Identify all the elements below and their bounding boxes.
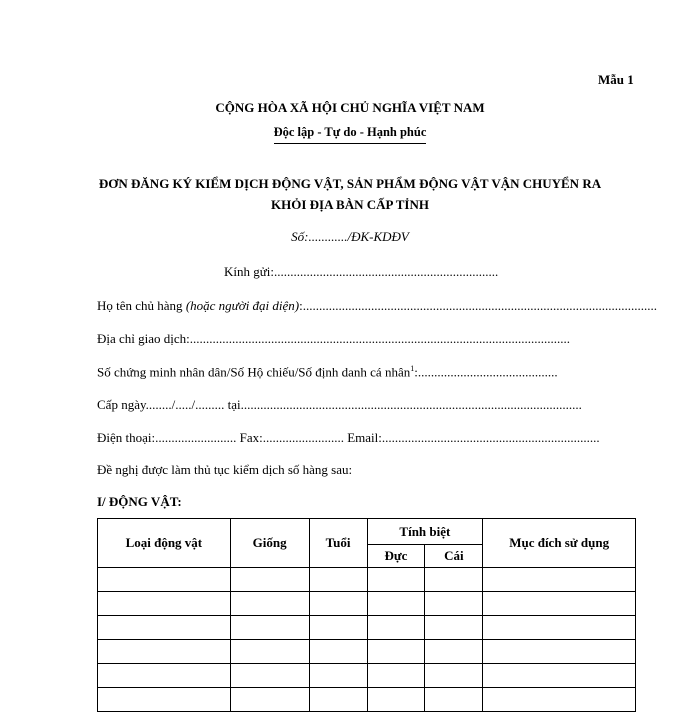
- col-age: Tuổi: [309, 519, 367, 568]
- form-number: Mẫu 1: [598, 72, 634, 87]
- nation-heading: CỘNG HÒA XÃ HỘI CHỦ NGHĨA VIỆT NAM: [215, 100, 485, 115]
- address-line: Địa chỉ giao dịch:.....................................................................................................................: [97, 331, 571, 346]
- table-cell[interactable]: [425, 616, 483, 640]
- issued-date-line: Cấp ngày......../...../......... tại.........................................................................................................: [97, 397, 582, 412]
- table-cell[interactable]: [230, 568, 309, 592]
- document-number: Số:............/ĐK-KDĐV: [291, 229, 409, 244]
- col-breed: Giống: [230, 519, 309, 568]
- table-cell[interactable]: [98, 592, 231, 616]
- motto-container: [0, 123, 700, 144]
- table-cell[interactable]: [230, 640, 309, 664]
- table-cell[interactable]: [483, 568, 636, 592]
- request-line: Đề nghị được làm thủ tục kiểm dịch số hàng sau:: [97, 462, 353, 477]
- table-cell[interactable]: [309, 640, 367, 664]
- table-cell[interactable]: [425, 640, 483, 664]
- animals-table: [97, 518, 636, 712]
- table-row: [98, 568, 636, 592]
- recipient-line: Kính gửi:.....................................................................: [224, 264, 499, 279]
- table-cell[interactable]: [367, 592, 425, 616]
- table-cell[interactable]: [98, 568, 231, 592]
- table-cell[interactable]: [367, 616, 425, 640]
- id-number-dots: :...........................................: [414, 364, 558, 380]
- owner-name-dots: :.............................................................................................................: [299, 298, 657, 313]
- table-cell[interactable]: [98, 616, 231, 640]
- table-cell[interactable]: [309, 616, 367, 640]
- table-cell[interactable]: [483, 592, 636, 616]
- id-number-label: Số chứng minh nhân dân/Số Hộ chiếu/Số định danh cá nhân: [97, 364, 411, 380]
- col-male: Đực: [367, 545, 425, 568]
- owner-name-label: Họ tên chủ hàng: [97, 298, 186, 313]
- owner-name-line: [97, 298, 657, 314]
- table-row: [98, 640, 636, 664]
- contact-line: Điện thoại:......................... Fax:......................... Email:...................................................................: [97, 430, 600, 445]
- id-number-line: [97, 364, 558, 380]
- table-cell[interactable]: [98, 664, 231, 688]
- col-female: Cái: [425, 545, 483, 568]
- table-cell[interactable]: [230, 616, 309, 640]
- document-title-line2: KHỎI ĐỊA BÀN CẤP TỈNH: [271, 197, 429, 212]
- owner-name-hint: (hoặc người đại diện): [185, 298, 300, 313]
- table-row: [98, 664, 636, 688]
- table-cell[interactable]: [425, 592, 483, 616]
- table-cell[interactable]: [230, 664, 309, 688]
- table-cell[interactable]: [309, 592, 367, 616]
- col-purpose: Mục đích sử dụng: [483, 519, 636, 568]
- table-cell[interactable]: [309, 568, 367, 592]
- document-title-line1: ĐƠN ĐĂNG KÝ KIỂM DỊCH ĐỘNG VẬT, SẢN PHẨM ĐỘNG VẬT VẬN CHUYỂN RA: [98, 176, 602, 191]
- table-cell[interactable]: [367, 568, 425, 592]
- table-cell[interactable]: [483, 664, 636, 688]
- table-cell[interactable]: [230, 592, 309, 616]
- table-cell[interactable]: [425, 568, 483, 592]
- table-cell[interactable]: [98, 640, 231, 664]
- table-cell[interactable]: [367, 664, 425, 688]
- col-animal-type: Loại động vật: [98, 519, 231, 568]
- section-animals-title: I/ ĐỘNG VẬT:: [97, 494, 182, 509]
- table-cell[interactable]: [425, 664, 483, 688]
- table-cell[interactable]: [367, 640, 425, 664]
- col-sex: Tính biệt: [367, 519, 483, 545]
- table-cell[interactable]: [483, 616, 636, 640]
- national-motto: Độc lập - Tự do - Hạnh phúc: [274, 125, 427, 144]
- table-cell[interactable]: [309, 664, 367, 688]
- table-row: [98, 616, 636, 640]
- table-cell[interactable]: [483, 640, 636, 664]
- footnote-marker: 1: [410, 364, 415, 373]
- table-row: [98, 592, 636, 616]
